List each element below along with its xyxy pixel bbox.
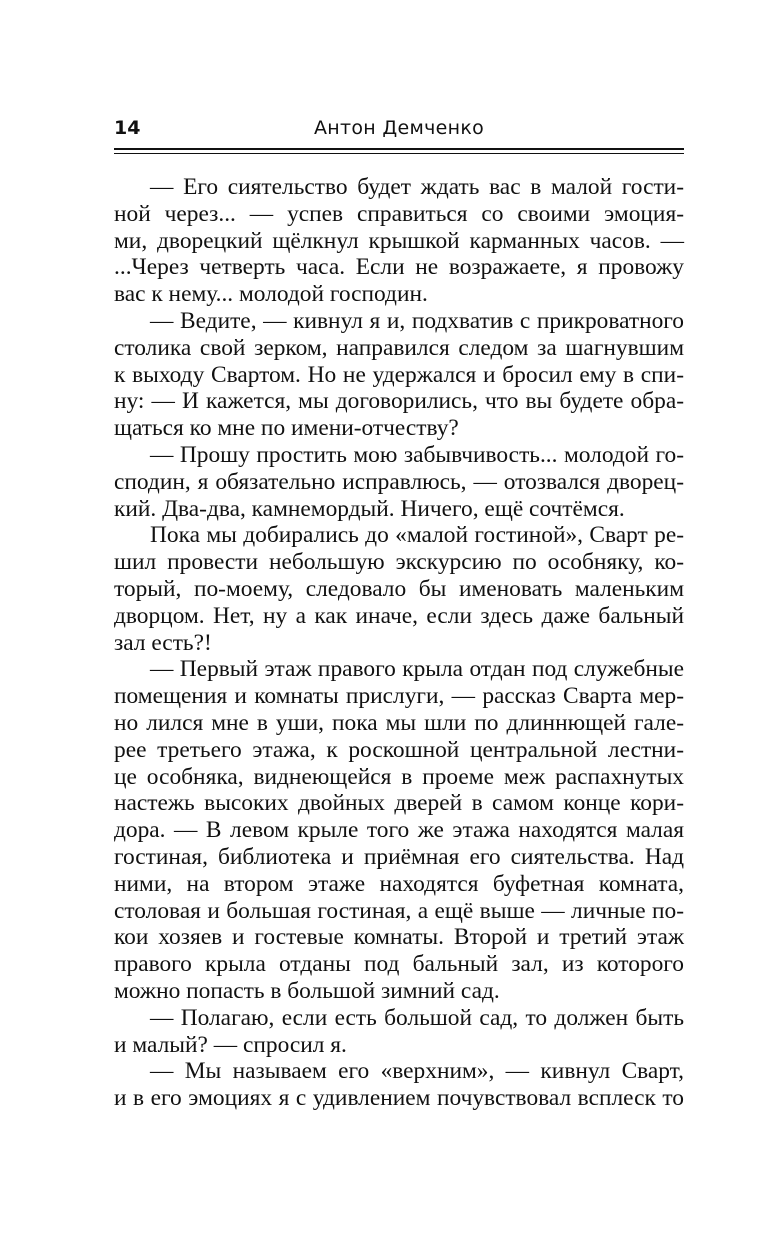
text-line: и малый? — спросил я. (114, 1031, 347, 1058)
text-line: — Мы называем его «верхним», — кивнул Сварт, (150, 1058, 684, 1085)
text-line: — Его сиятельство будет ждать вас в малой гости- (150, 174, 684, 200)
author-name: Антон Демченко (313, 117, 485, 139)
text-line: торый, по-моему, следовало бы именовать маленьким (114, 575, 684, 602)
text-line: гостиная, библиотека и приёмная его сиятельства. Над (114, 843, 684, 870)
body-text (114, 174, 684, 1112)
text-line: настежь высоких двойных дверей в самом конце кори- (114, 790, 684, 817)
text-line: — Ведите, — кивнул я и, подхватив с прикроватного (150, 307, 684, 334)
text-line: — Полагаю, если есть большой сад, то должен быть (150, 1004, 684, 1031)
text-line: Пока мы добирались до «малой гостиной», Сварт ре- (150, 522, 684, 549)
text-line: шил провести небольшую экскурсию по особняку, ко- (114, 549, 684, 576)
text-line: сподин, я обязательно исправлюсь, — отозвался дворец- (114, 468, 684, 495)
text-line: но лился мне в уши, пока мы шли по длиннющей гале- (114, 709, 684, 736)
text-line: правого крыла отданы под бальный зал, из которого (114, 951, 684, 978)
header-rule-thin (114, 153, 684, 154)
text-line: кои хозяев и гостевые комнаты. Второй и третий этаж (114, 924, 684, 951)
text-line: и в его эмоциях я с удивлением почувствовал всплеск то (114, 1085, 684, 1112)
text-line: ...Через четверть часа. Если не возражаете, я провожу (114, 254, 684, 281)
text-line: рее третьего этажа, к роскошной центральной лестни- (114, 736, 684, 763)
text-line: щаться ко мне по имени-отчеству? (114, 415, 459, 442)
text-line: ми, дворецкий щёлкнул крышкой карманных часов. — (114, 227, 684, 254)
text-line: ними, на втором этаже находятся буфетная комната, (114, 870, 684, 897)
text-line: зал есть?! (114, 629, 212, 656)
text-line: к выходу Свартом. Но не удержался и бросил ему в спи- (114, 361, 684, 388)
text-line: вас к нему... молодой господин. (114, 281, 428, 308)
text-line: дора. — В левом крыле того же этажа находятся малая (114, 817, 684, 844)
text-line: помещения и комнаты прислуги, — рассказ Сварта мер- (114, 683, 684, 710)
text-line: це особняка, виднеющейся в проеме меж распахнутых (114, 763, 684, 790)
header-rule-thick (114, 148, 684, 150)
text-line: ной через... — успев справиться со своими эмоция- (114, 200, 684, 227)
text-line: столовая и большая гостиная, а ещё выше — личные по- (114, 897, 684, 924)
running-head (114, 116, 684, 140)
text-line: можно попасть в большой зимний сад. (114, 977, 500, 1004)
text-line: — Первый этаж правого крыла отдан под служебные (150, 656, 684, 683)
text-line: ну: — И кажется, мы договорились, что вы будете обра- (114, 388, 684, 415)
text-line: столика свой зерком, направился следом за шагнувшим (114, 334, 684, 361)
text-line: дворцом. Нет, ну а как иначе, если здесь даже бальный (114, 602, 684, 629)
page-number: 14 (114, 117, 141, 139)
text-line: — Прошу простить мою забывчивость... молодой го- (150, 441, 684, 468)
text-line: кий. Два-два, камнемордый. Ничего, ещё сочтёмся. (114, 495, 625, 522)
